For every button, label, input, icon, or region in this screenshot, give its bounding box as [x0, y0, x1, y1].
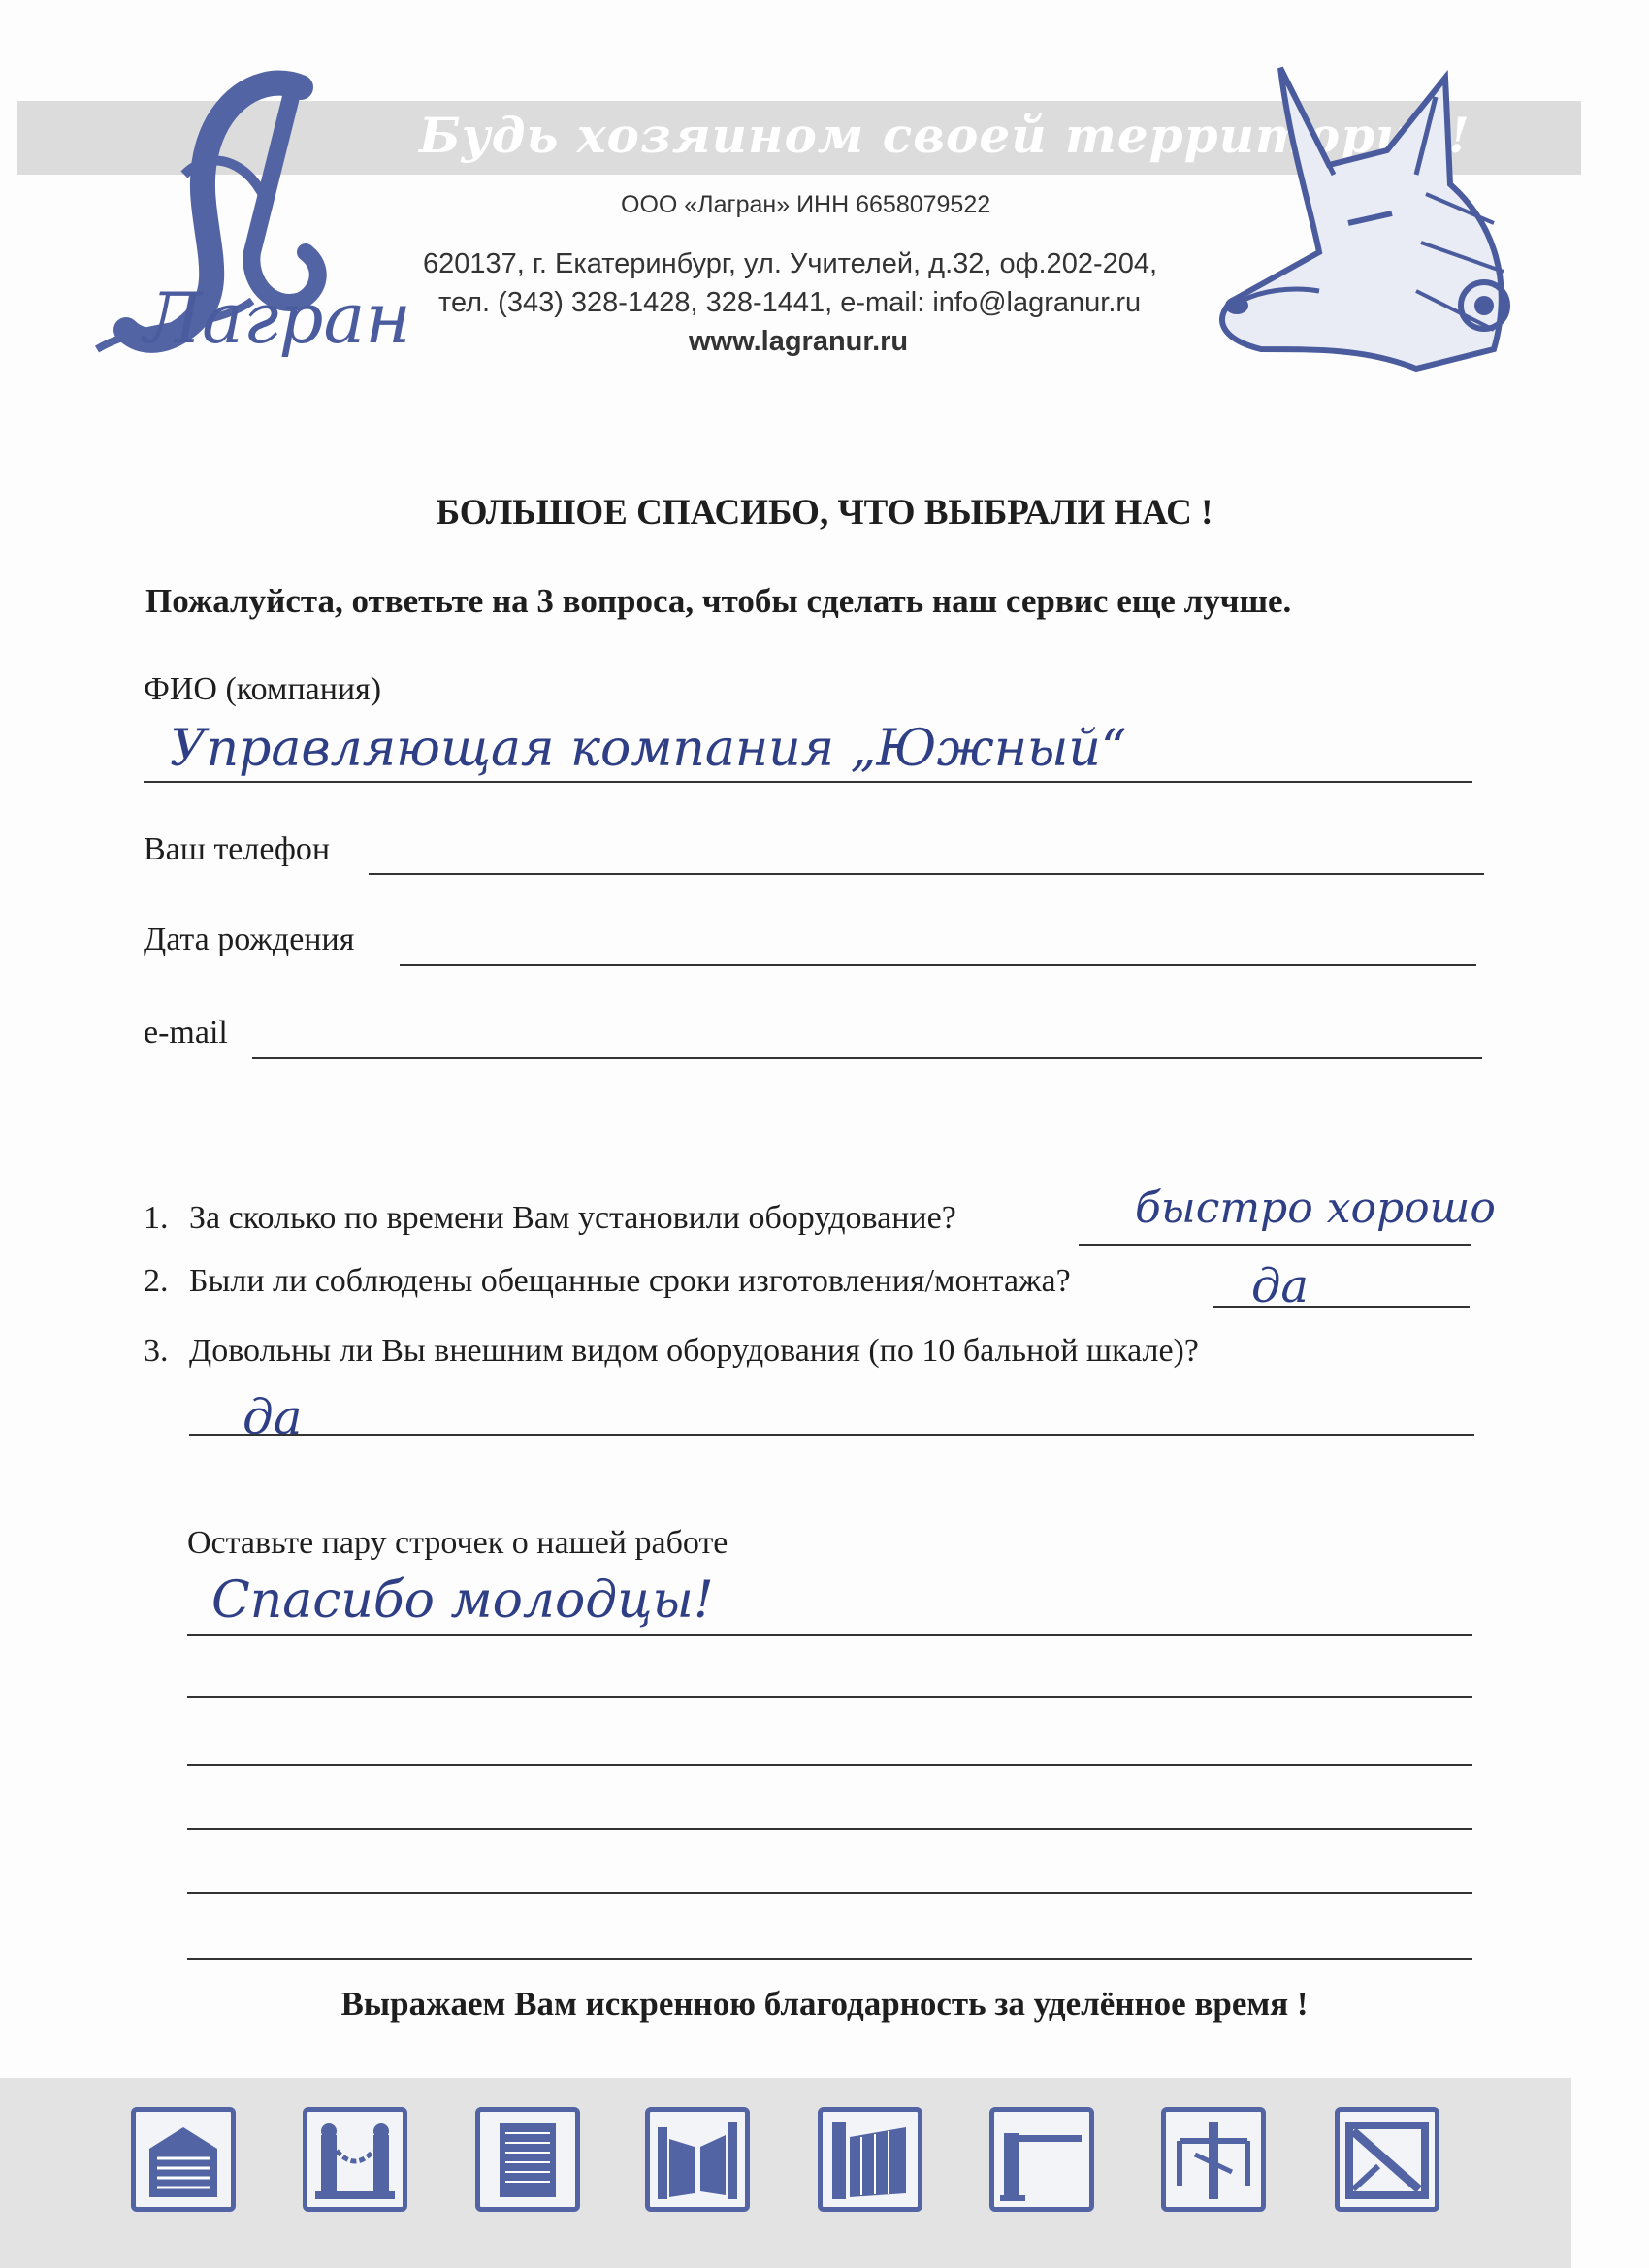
question-1-answer[interactable]: быстро хорошо	[1135, 1183, 1496, 1233]
phone-input-line[interactable]	[369, 873, 1484, 875]
bollard-chain-icon	[303, 2107, 407, 2212]
feedback-line-4[interactable]	[187, 1828, 1472, 1830]
feedback-line-2[interactable]	[187, 1696, 1472, 1698]
answer-2-line[interactable]	[1212, 1306, 1470, 1308]
wolf-head-icon	[1203, 58, 1533, 378]
roller-shutter-icon	[475, 2107, 580, 2212]
garage-door-icon	[131, 2107, 236, 2212]
question-3-text: Довольны ли Вы внешним видом оборудования (по 10 бальной шкале)?	[189, 1333, 1199, 1369]
tripod-turnstile-icon	[1335, 2107, 1439, 2212]
question-1-text: За сколько по времени Вам установили оборудование?	[189, 1200, 956, 1236]
website-link[interactable]: www.lagranur.ru	[689, 326, 909, 357]
feedback-line-5[interactable]	[187, 1892, 1472, 1894]
question-1-number: 1.	[144, 1200, 169, 1236]
field-label-phone: Ваш телефон	[144, 831, 331, 867]
feedback-line-6[interactable]	[187, 1958, 1472, 1960]
logo-text: Лагран	[144, 277, 411, 359]
field-label-birthdate: Дата рождения	[144, 922, 355, 957]
form-subtitle: Пожалуйста, ответьте на 3 вопроса, чтобы сделать наш сервис еще лучше.	[146, 582, 1292, 620]
contacts-line: тел. (343) 328-1428, 328-1441, e-mail: info@lagranur.ru	[438, 287, 1142, 318]
feedback-line-1[interactable]	[187, 1634, 1472, 1636]
question-2-number: 2.	[144, 1263, 169, 1299]
feedback-text[interactable]: Спасибо молодцы!	[211, 1571, 714, 1630]
feedback-label: Оставьте пару строчек о нашей работе	[187, 1525, 728, 1561]
barrier-arm-icon	[989, 2107, 1094, 2212]
form-title: БОЛЬШОЕ СПАСИБО, ЧТО ВЫБРАЛИ НАС !	[436, 493, 1213, 533]
answer-1-line[interactable]	[1079, 1244, 1471, 1246]
birthdate-input-line[interactable]	[400, 964, 1476, 966]
wolf-mascot	[1203, 58, 1533, 378]
question-2-answer[interactable]: да	[1251, 1259, 1310, 1313]
swing-gate-icon	[645, 2107, 750, 2212]
turnstile-icon	[1161, 2107, 1266, 2212]
address-line: 620137, г. Екатеринбург, ул. Учителей, д.32, оф.202-204,	[423, 248, 1158, 279]
question-3-answer[interactable]: да	[242, 1389, 303, 1445]
field-label-email: e-mail	[144, 1015, 228, 1051]
answer-3-line[interactable]	[189, 1434, 1474, 1436]
name-input-line[interactable]	[144, 781, 1472, 783]
feedback-line-3[interactable]	[187, 1764, 1472, 1766]
sliding-gate-icon	[818, 2107, 922, 2212]
question-2-text: Были ли соблюдены обещанные сроки изготовления/монтажа?	[189, 1263, 1071, 1299]
company-line: ООО «Лагран» ИНН 6658079522	[621, 191, 991, 218]
slogan: Будь хозяином своей территории!	[419, 107, 1471, 164]
closing-text: Выражаем Вам искренною благодарность за уделённое время !	[340, 1985, 1309, 2023]
question-3-number: 3.	[144, 1333, 169, 1369]
field-label-name: ФИО (компания)	[144, 671, 382, 707]
email-input-line[interactable]	[252, 1057, 1482, 1059]
field-value-name[interactable]: Управляющая компания „Южный“	[170, 720, 1127, 778]
